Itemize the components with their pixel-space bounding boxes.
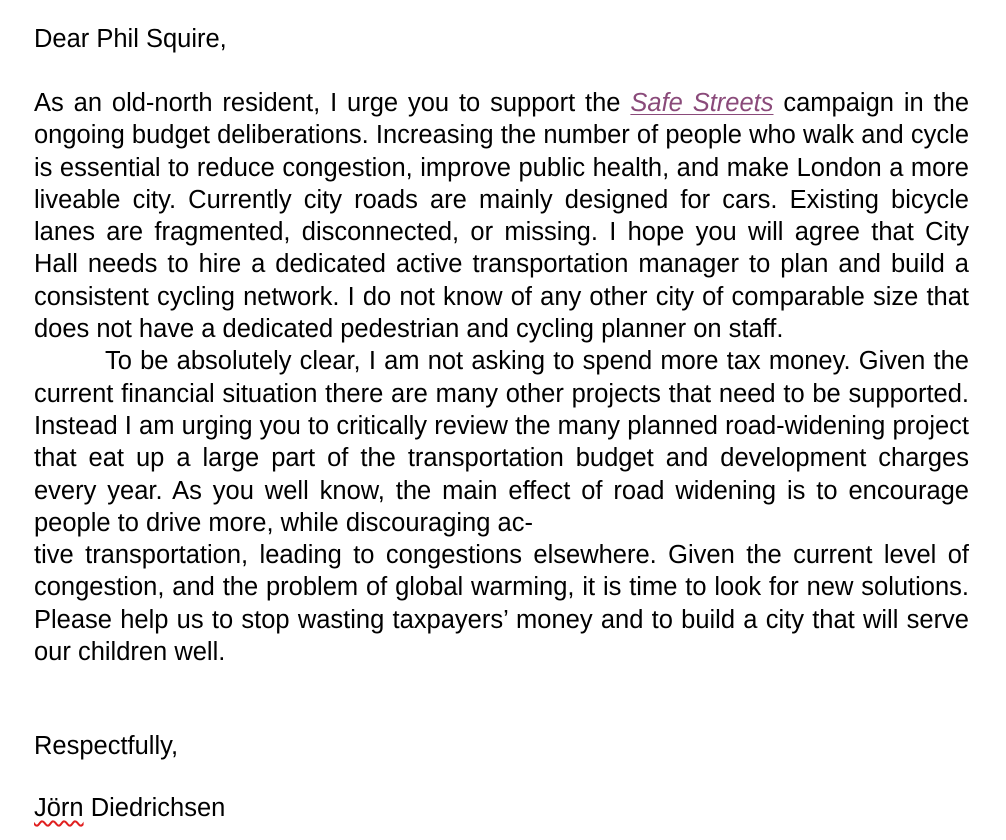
paragraph-1-intro: As an old-north resident, I urge you to support the [34, 89, 631, 117]
letter-body [34, 87, 969, 668]
paragraph-2-part-2: tive transportation, leading to congestions elsewhere. Given the current level of congestion, and the problem of global warming, it is time to look for new solutions. Please help us to stop wasting taxpayers’ money and to build a city that will serve our children well. [34, 541, 969, 667]
signature-last-name: Diedrichsen [83, 794, 226, 822]
signature [34, 792, 225, 824]
salutation: Dear Phil Squire, [34, 25, 227, 53]
paragraph-2-part-1: To be absolutely clear, I am not asking to spend more tax money. Given the current financial situation there are many other projects that need to be supported. Instead I am urging you to critically review the many planned road-widening project that eat up a large part of the transportation budget and development charges every year. As you well know, the main effect of road widening is to encourage people to drive more, while discouraging ac- [34, 347, 969, 537]
signature-first-name: Jörn [34, 794, 84, 822]
safe-streets-link[interactable]: Safe Streets [630, 89, 774, 117]
closing: Respectfully, [34, 732, 179, 760]
paragraph-2 [34, 345, 969, 668]
paragraph-1-rest: campaign in the ongoing budget deliberations. Increasing the number of people who walk and cycle is essential to reduce congestion, improve public health, and make London a more liveable city. Currently city roads are mainly designed for cars. Existing bicycle lanes are fragmented, disconnected, or missing. I hope you will agree that City Hall needs to hire a dedicated active transportation manager to plan and build a consistent cycling network. I do not know of any other city of comparable size that does not have a dedicated pedestrian and cycling planner on staff. [34, 89, 970, 344]
paragraph-1 [34, 87, 969, 345]
